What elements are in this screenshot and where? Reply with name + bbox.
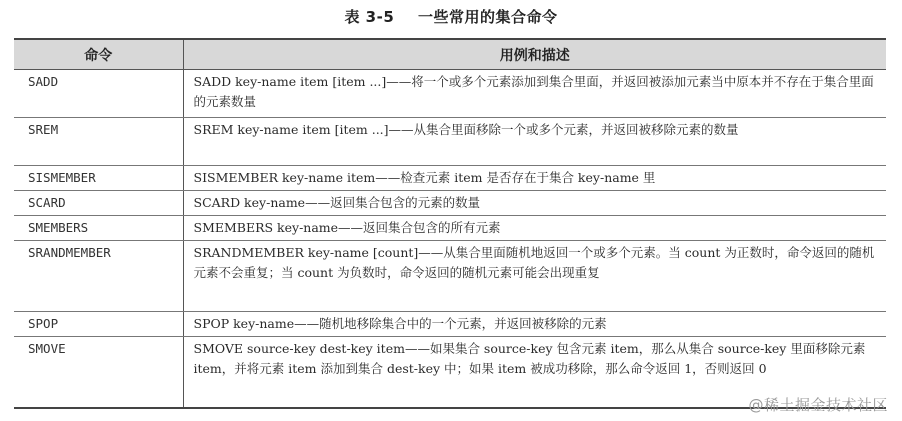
table-header-row xyxy=(14,39,886,70)
command-cell: SMEMBERS xyxy=(14,216,183,241)
command-cell: SCARD xyxy=(14,191,183,216)
command-cell: SADD xyxy=(14,70,183,118)
command-cell: SPOP xyxy=(14,312,183,337)
description-cell: SRANDMEMBER key-name [count]——从集合里面随机地返回一个或多个元素。当 count 为正数时，命令返回的随机元素不会重复；当 count 为负数时，命令返回的随机元素可能会出现重复 xyxy=(183,241,886,312)
table-title: 一些常用的集合命令 xyxy=(418,8,558,26)
table-row xyxy=(14,216,886,241)
command-cell: SISMEMBER xyxy=(14,166,183,191)
table-row xyxy=(14,191,886,216)
table-row xyxy=(14,118,886,166)
table-row xyxy=(14,70,886,118)
table-number: 表 3-5 xyxy=(344,8,395,26)
description-cell: SCARD key-name——返回集合包含的元素的数量 xyxy=(183,191,886,216)
column-header-description: 用例和描述 xyxy=(183,39,886,70)
description-cell: SISMEMBER key-name item——检查元素 item 是否存在于集合 key-name 里 xyxy=(183,166,886,191)
description-cell: SPOP key-name——随机地移除集合中的一个元素，并返回被移除的元素 xyxy=(183,312,886,337)
table-row xyxy=(14,312,886,337)
description-cell: SMEMBERS key-name——返回集合包含的所有元素 xyxy=(183,216,886,241)
table-row xyxy=(14,241,886,312)
table-row xyxy=(14,166,886,191)
description-cell: SREM key-name item [item ...]——从集合里面移除一个或多个元素，并返回被移除元素的数量 xyxy=(183,118,886,166)
command-cell: SREM xyxy=(14,118,183,166)
command-cell: SMOVE xyxy=(14,337,183,408)
description-cell: SADD key-name item [item ...]——将一个或多个元素添加到集合里面，并返回被添加元素当中原本并不存在于集合里面的元素数量 xyxy=(183,70,886,118)
description-cell: SMOVE source-key dest-key item——如果集合 source-key 包含元素 item，那么从集合 source-key 里面移除元素 item，并将元素 item 添加到集合 dest-key 中；如果 item 被成功移除，那么命令返回 1，否则返回 0 xyxy=(193,341,866,376)
command-cell: SRANDMEMBER xyxy=(14,241,183,312)
column-header-command: 命令 xyxy=(14,39,183,70)
watermark: @稀土掘金技术社区 xyxy=(748,396,888,414)
set-commands-table xyxy=(14,38,886,409)
table-caption xyxy=(0,6,902,27)
